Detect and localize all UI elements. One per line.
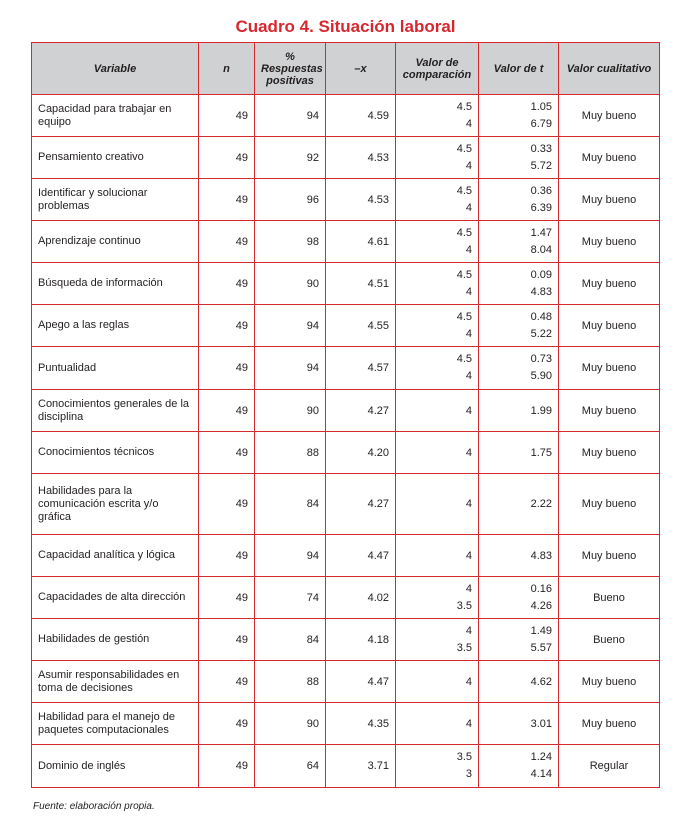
cell-n: 49 bbox=[199, 577, 255, 619]
cell-pct: 98 bbox=[255, 221, 326, 263]
cell-mean: 4.55 bbox=[326, 305, 396, 347]
cell-comparison bbox=[396, 263, 479, 305]
table-title: Cuadro 4. Situación laboral bbox=[235, 17, 456, 36]
cell-variable: Habilidades para la comunicación escrita y/o gráfica bbox=[32, 474, 199, 535]
cell-t: 2.22 bbox=[479, 474, 559, 535]
cell-variable: Identificar y solucionar problemas bbox=[32, 179, 199, 221]
cell-variable: Aprendizaje continuo bbox=[32, 221, 199, 263]
cell-qualitative: Muy bueno bbox=[559, 474, 660, 535]
t-value: 1.24 bbox=[530, 751, 552, 763]
header-qualitative: Valor cualitativo bbox=[559, 43, 660, 95]
t-value: 0.73 bbox=[530, 353, 552, 365]
t-value: 5.90 bbox=[530, 370, 552, 382]
comparison-value: 4.5 bbox=[456, 100, 472, 113]
cell-qualitative: Bueno bbox=[559, 577, 660, 619]
cell-qualitative: Muy bueno bbox=[559, 347, 660, 390]
cell-pct: 94 bbox=[255, 305, 326, 347]
cell-mean: 4.35 bbox=[326, 703, 396, 745]
cell-comparison bbox=[396, 137, 479, 179]
comparison-value: 4 bbox=[465, 285, 472, 298]
t-value: 4.26 bbox=[530, 599, 552, 612]
table-row bbox=[32, 619, 660, 661]
t-value: 0.48 bbox=[530, 310, 552, 323]
cell-qualitative: Muy bueno bbox=[559, 390, 660, 432]
header-t: Valor de t bbox=[479, 43, 559, 95]
cell-t bbox=[479, 619, 559, 661]
cell-qualitative: Muy bueno bbox=[559, 221, 660, 263]
source-note: Fuente: elaboración propia. bbox=[33, 801, 155, 812]
cell-t bbox=[479, 745, 559, 788]
cell-pct: 90 bbox=[255, 703, 326, 745]
cell-comparison: 4 bbox=[396, 535, 479, 577]
cell-mean: 4.20 bbox=[326, 432, 396, 474]
cell-mean: 4.47 bbox=[326, 535, 396, 577]
table-row bbox=[32, 661, 660, 703]
cell-comparison: 4 bbox=[396, 474, 479, 535]
cell-qualitative: Muy bueno bbox=[559, 305, 660, 347]
cell-mean: 4.27 bbox=[326, 474, 396, 535]
table-row bbox=[32, 745, 660, 788]
cell-n: 49 bbox=[199, 221, 255, 263]
table-row bbox=[32, 95, 660, 137]
cell-comparison: 4 bbox=[396, 703, 479, 745]
comparison-value: 4 bbox=[465, 327, 472, 340]
cell-t: 4.83 bbox=[479, 535, 559, 577]
cell-pct: 94 bbox=[255, 95, 326, 137]
table-row bbox=[32, 390, 660, 432]
cell-n: 49 bbox=[199, 432, 255, 474]
cell-n: 49 bbox=[199, 305, 255, 347]
cell-comparison bbox=[396, 95, 479, 137]
header-mean: –x bbox=[326, 43, 396, 95]
header-pct: % Respuestas positivas bbox=[255, 43, 326, 95]
comparison-value: 4 bbox=[465, 117, 472, 130]
cell-qualitative: Muy bueno bbox=[559, 432, 660, 474]
header-comparison: Valor de comparación bbox=[396, 43, 479, 95]
comparison-value: 4.5 bbox=[456, 353, 472, 365]
cell-variable: Habilidades de gestión bbox=[32, 619, 199, 661]
t-value: 0.33 bbox=[530, 142, 552, 155]
t-value: 4.83 bbox=[530, 285, 552, 298]
cell-comparison: 4 bbox=[396, 390, 479, 432]
t-value: 1.47 bbox=[530, 226, 552, 239]
cell-comparison bbox=[396, 305, 479, 347]
cell-qualitative: Muy bueno bbox=[559, 95, 660, 137]
comparison-value: 3.5 bbox=[456, 641, 472, 654]
cell-comparison bbox=[396, 347, 479, 390]
cell-variable: Capacidad analítica y lógica bbox=[32, 535, 199, 577]
cell-mean: 4.59 bbox=[326, 95, 396, 137]
table-row bbox=[32, 305, 660, 347]
cell-comparison bbox=[396, 745, 479, 788]
cell-variable: Asumir responsabilidades en toma de decisiones bbox=[32, 661, 199, 703]
cell-t bbox=[479, 179, 559, 221]
cell-pct: 94 bbox=[255, 535, 326, 577]
cell-mean: 4.02 bbox=[326, 577, 396, 619]
comparison-value: 3.5 bbox=[456, 599, 472, 612]
comparison-value: 4.5 bbox=[456, 142, 472, 155]
comparison-value: 4 bbox=[465, 243, 472, 256]
cell-pct: 90 bbox=[255, 263, 326, 305]
cell-pct: 84 bbox=[255, 619, 326, 661]
table-row bbox=[32, 263, 660, 305]
cell-qualitative: Muy bueno bbox=[559, 535, 660, 577]
cell-mean: 4.51 bbox=[326, 263, 396, 305]
cell-pct: 88 bbox=[255, 432, 326, 474]
cell-n: 49 bbox=[199, 619, 255, 661]
cell-pct: 96 bbox=[255, 179, 326, 221]
cell-pct: 92 bbox=[255, 137, 326, 179]
table-row bbox=[32, 474, 660, 535]
cell-n: 49 bbox=[199, 535, 255, 577]
comparison-value: 4 bbox=[465, 624, 472, 637]
cell-n: 49 bbox=[199, 661, 255, 703]
cell-qualitative: Muy bueno bbox=[559, 137, 660, 179]
comparison-value: 4.5 bbox=[456, 184, 472, 197]
t-value: 8.04 bbox=[530, 243, 552, 256]
comparison-value: 4 bbox=[465, 159, 472, 172]
t-value: 0.09 bbox=[530, 268, 552, 281]
cell-comparison: 4 bbox=[396, 661, 479, 703]
cell-pct: 94 bbox=[255, 347, 326, 390]
cell-t: 1.75 bbox=[479, 432, 559, 474]
cell-pct: 74 bbox=[255, 577, 326, 619]
table-row bbox=[32, 535, 660, 577]
cell-mean: 4.61 bbox=[326, 221, 396, 263]
t-value: 5.72 bbox=[530, 159, 552, 172]
cell-n: 49 bbox=[199, 745, 255, 788]
cell-qualitative: Regular bbox=[559, 745, 660, 788]
header-n: n bbox=[199, 43, 255, 95]
cell-n: 49 bbox=[199, 263, 255, 305]
cell-mean: 4.53 bbox=[326, 137, 396, 179]
cell-t: 4.62 bbox=[479, 661, 559, 703]
cell-n: 49 bbox=[199, 179, 255, 221]
comparison-value: 4.5 bbox=[456, 310, 472, 323]
table-row bbox=[32, 577, 660, 619]
cell-mean: 4.47 bbox=[326, 661, 396, 703]
table-row bbox=[32, 432, 660, 474]
cell-variable: Dominio de inglés bbox=[32, 745, 199, 788]
cell-variable: Conocimientos técnicos bbox=[32, 432, 199, 474]
comparison-value: 4.5 bbox=[456, 268, 472, 281]
cell-variable: Puntualidad bbox=[32, 347, 199, 390]
cell-t bbox=[479, 347, 559, 390]
cell-mean: 4.53 bbox=[326, 179, 396, 221]
cell-mean: 4.57 bbox=[326, 347, 396, 390]
table-row bbox=[32, 221, 660, 263]
cell-t bbox=[479, 305, 559, 347]
cell-mean: 3.71 bbox=[326, 745, 396, 788]
cell-comparison bbox=[396, 577, 479, 619]
cell-comparison bbox=[396, 179, 479, 221]
cell-variable: Capacidades de alta dirección bbox=[32, 577, 199, 619]
cell-t: 1.99 bbox=[479, 390, 559, 432]
table-header-row bbox=[32, 43, 660, 95]
cell-variable: Apego a las reglas bbox=[32, 305, 199, 347]
comparison-value: 4.5 bbox=[456, 226, 472, 239]
cell-t bbox=[479, 95, 559, 137]
t-value: 5.57 bbox=[530, 641, 552, 654]
cell-comparison bbox=[396, 619, 479, 661]
data-table bbox=[31, 42, 660, 788]
cell-variable: Conocimientos generales de la disciplina bbox=[32, 390, 199, 432]
table-row bbox=[32, 703, 660, 745]
cell-qualitative: Muy bueno bbox=[559, 263, 660, 305]
t-value: 1.05 bbox=[530, 100, 552, 113]
cell-n: 49 bbox=[199, 390, 255, 432]
cell-variable: Búsqueda de información bbox=[32, 263, 199, 305]
cell-comparison: 4 bbox=[396, 432, 479, 474]
cell-n: 49 bbox=[199, 703, 255, 745]
cell-pct: 84 bbox=[255, 474, 326, 535]
t-value: 6.79 bbox=[530, 117, 552, 130]
table-row bbox=[32, 179, 660, 221]
cell-qualitative: Muy bueno bbox=[559, 703, 660, 745]
cell-n: 49 bbox=[199, 95, 255, 137]
cell-n: 49 bbox=[199, 474, 255, 535]
cell-t bbox=[479, 221, 559, 263]
cell-variable: Capacidad para trabajar en equipo bbox=[32, 95, 199, 137]
cell-t bbox=[479, 577, 559, 619]
cell-mean: 4.18 bbox=[326, 619, 396, 661]
cell-pct: 64 bbox=[255, 745, 326, 788]
cell-variable: Habilidad para el manejo de paquetes computacionales bbox=[32, 703, 199, 745]
comparison-value: 3 bbox=[465, 768, 472, 780]
cell-t bbox=[479, 137, 559, 179]
t-value: 4.14 bbox=[530, 768, 552, 780]
cell-pct: 88 bbox=[255, 661, 326, 703]
cell-qualitative: Muy bueno bbox=[559, 179, 660, 221]
cell-qualitative: Muy bueno bbox=[559, 661, 660, 703]
cell-comparison bbox=[396, 221, 479, 263]
header-variable: Variable bbox=[32, 43, 199, 95]
cell-t bbox=[479, 263, 559, 305]
cell-mean: 4.27 bbox=[326, 390, 396, 432]
cell-variable: Pensamiento creativo bbox=[32, 137, 199, 179]
cell-pct: 90 bbox=[255, 390, 326, 432]
cell-t: 3.01 bbox=[479, 703, 559, 745]
table-row bbox=[32, 137, 660, 179]
table-row bbox=[32, 347, 660, 390]
comparison-value: 3.5 bbox=[456, 751, 472, 763]
comparison-value: 4 bbox=[465, 201, 472, 214]
t-value: 5.22 bbox=[530, 327, 552, 340]
t-value: 0.16 bbox=[530, 582, 552, 595]
cell-qualitative: Bueno bbox=[559, 619, 660, 661]
t-value: 0.36 bbox=[530, 184, 552, 197]
cell-n: 49 bbox=[199, 347, 255, 390]
t-value: 1.49 bbox=[530, 624, 552, 637]
comparison-value: 4 bbox=[465, 370, 472, 382]
cell-n: 49 bbox=[199, 137, 255, 179]
comparison-value: 4 bbox=[465, 582, 472, 595]
t-value: 6.39 bbox=[530, 201, 552, 214]
